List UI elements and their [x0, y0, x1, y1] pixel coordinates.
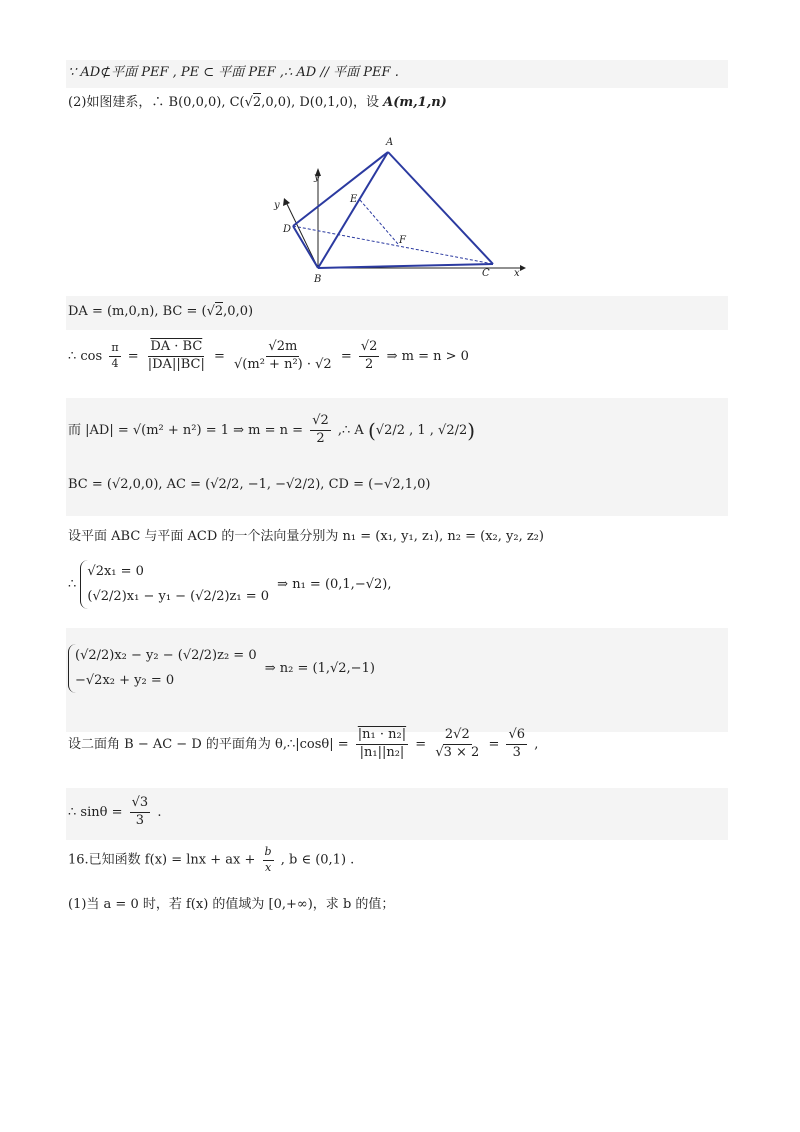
line-8-num-1: |n₁ · n₂| [356, 728, 408, 745]
system-1-row-1: √2x₁ = 0 [87, 564, 144, 579]
line-5-mid: ,∴ A [337, 422, 364, 438]
line-8-pre: 设二面角 B − AC − D 的平面角为 θ,∴|cosθ| = [68, 736, 349, 752]
label-x: x [514, 268, 520, 279]
label-y-upper: y [314, 172, 320, 183]
edge-DB [293, 226, 318, 268]
problem-16-part-1: (1)当 a = 0 时，若 f(x) 的值域为 [0,+∞)，求 b 的值； [68, 897, 395, 912]
line-1: ∵ AD⊄平面 PEF , PE ⊂ 平面 PEF ,∴ AD // 平面 PEF . [68, 65, 399, 80]
line-4-tail: ⇒ m = n > 0 [386, 348, 469, 364]
pyramid-figure [268, 130, 532, 288]
edge-BA [318, 152, 388, 268]
segment-EF [360, 200, 398, 244]
line-6: BC = (√2,0,0), AC = (√2/2, −1, −√2/2), CD = (−√2,1,0) [68, 477, 431, 492]
line-3: DA = (m,0,n), BC = (√2,0,0) [68, 304, 254, 319]
line-9-pre: ∴ sinθ = [68, 804, 123, 820]
line-8-den-3: 3 [512, 744, 521, 760]
y-axis-arrow [283, 198, 290, 206]
line-8-num-3: √6 [506, 728, 527, 745]
edge-BC [318, 264, 493, 268]
system-2-result: ⇒ n₂ = (1,√2,−1) [264, 661, 375, 677]
line-5-coords: √2/2 , 1 , √2/2 [375, 422, 468, 438]
line-9: ∴ sinθ = $\frac{√3}{3}$ . [68, 795, 162, 828]
line-4: ∴ cos $\frac{\pi}{4}$ = $\frac{DA \cdot BC}{|DA||BC|}$ = $\frac{√2m}{\text{√(m² + n²) · √2}}$ = $\frac{√2}{2}$ ⇒ m = n > 0 [68, 339, 469, 372]
line-5: 而 |AD| = √(m² + n²) = 1 ⇒ m = n = $\frac{√2}{2}$ ,∴ A (√2/2 , 1 , √2/2) [68, 413, 476, 446]
label-E: E [350, 194, 358, 205]
problem-16-statement [68, 846, 354, 874]
band-5 [66, 788, 728, 840]
system-1-row-2: (√2/2)x₁ − y₁ − (√2/2)z₁ = 0 [87, 588, 270, 604]
line-10-num: b [263, 846, 274, 861]
line-10-den: x [264, 860, 272, 874]
line-9-den: 3 [135, 812, 145, 828]
system-1-result: ⇒ n₁ = (0,1,−√2), [277, 577, 392, 593]
line-4-dabc: DA · BC [148, 340, 204, 357]
line-2-pre: (2)如图建系，∴ B(0,0,0), C( [68, 95, 245, 110]
x-axis-arrow [520, 265, 526, 271]
line-9-num: √3 [130, 796, 151, 813]
line-10-pre: 16.已知函数 f(x) = lnx + ax + [68, 852, 256, 868]
line-3-post: ,0,0) [223, 304, 254, 319]
line-4-two: 2 [365, 356, 374, 372]
label-y-lower: y [274, 200, 280, 211]
system-2 [68, 644, 375, 693]
line-4-num: √2m [266, 340, 299, 357]
edge-DA [293, 152, 388, 226]
line-8: 设二面角 B − AC − D 的平面角为 θ,∴|cosθ| = $\frac{\text{|n₁ · n₂|}}{\text{|n₁||n₂|}}$ = $\frac{2√2}{√3 \times 2}$ = $\frac{√6}{3}$ , [68, 727, 539, 760]
system-2-row-2: −√2x₂ + y₂ = 0 [75, 672, 175, 688]
system-2-row-1: (√2/2)x₂ − y₂ − (√2/2)z₂ = 0 [75, 648, 257, 663]
line-4-pi: π [109, 342, 120, 357]
system-1: ∴ √2x₁ = 0 (√2/2)x₁ − y₁ − (√2/2)z₁ = 0 ⇒ n₁ = (0,1,−√2), [68, 560, 391, 609]
label-C: C [482, 268, 490, 279]
line-2-mid: ,0,0), D(0,1,0)，设 [261, 95, 379, 110]
label-F: F [399, 235, 406, 246]
line-10-post: , b ∈ (0,1) . [280, 852, 355, 868]
line-8-num-2: 2√2 [443, 728, 472, 745]
line-2: (2)如图建系，∴ B(0,0,0), C(√2,0,0), D(0,1,0)，设 A(m,1,n) [68, 95, 447, 110]
line-3-sqrt: 2 [214, 304, 224, 319]
line-8-den-2: √3 × 2 [435, 744, 480, 760]
line-5-pre: 而 |AD| = √(m² + n²) = 1 ⇒ m = n = [68, 422, 304, 438]
line-2-post: A(m,1,n) [383, 95, 447, 110]
line-4-cos: ∴ cos [68, 348, 103, 364]
label-D: D [283, 224, 292, 235]
line-4-four: 4 [111, 356, 119, 370]
line-8-den-1: |n₁||n₂| [359, 744, 405, 760]
line-4-absprod: |DA||BC| [147, 356, 205, 372]
label-A: A [386, 137, 394, 148]
label-B: B [314, 274, 322, 285]
line-4-den: √(m² + n²) · √2 [234, 356, 332, 372]
line-7: 设平面 ABC 与平面 ACD 的一个法向量分别为 n₁ = (x₁, y₁, z₁), n₂ = (x₂, y₂, z₂) [68, 529, 544, 544]
line-4-r2: √2 [359, 340, 380, 357]
line-2-sqrt: 2 [252, 95, 262, 110]
line-3-pre: DA = (m,0,n), BC = ( [68, 304, 207, 319]
